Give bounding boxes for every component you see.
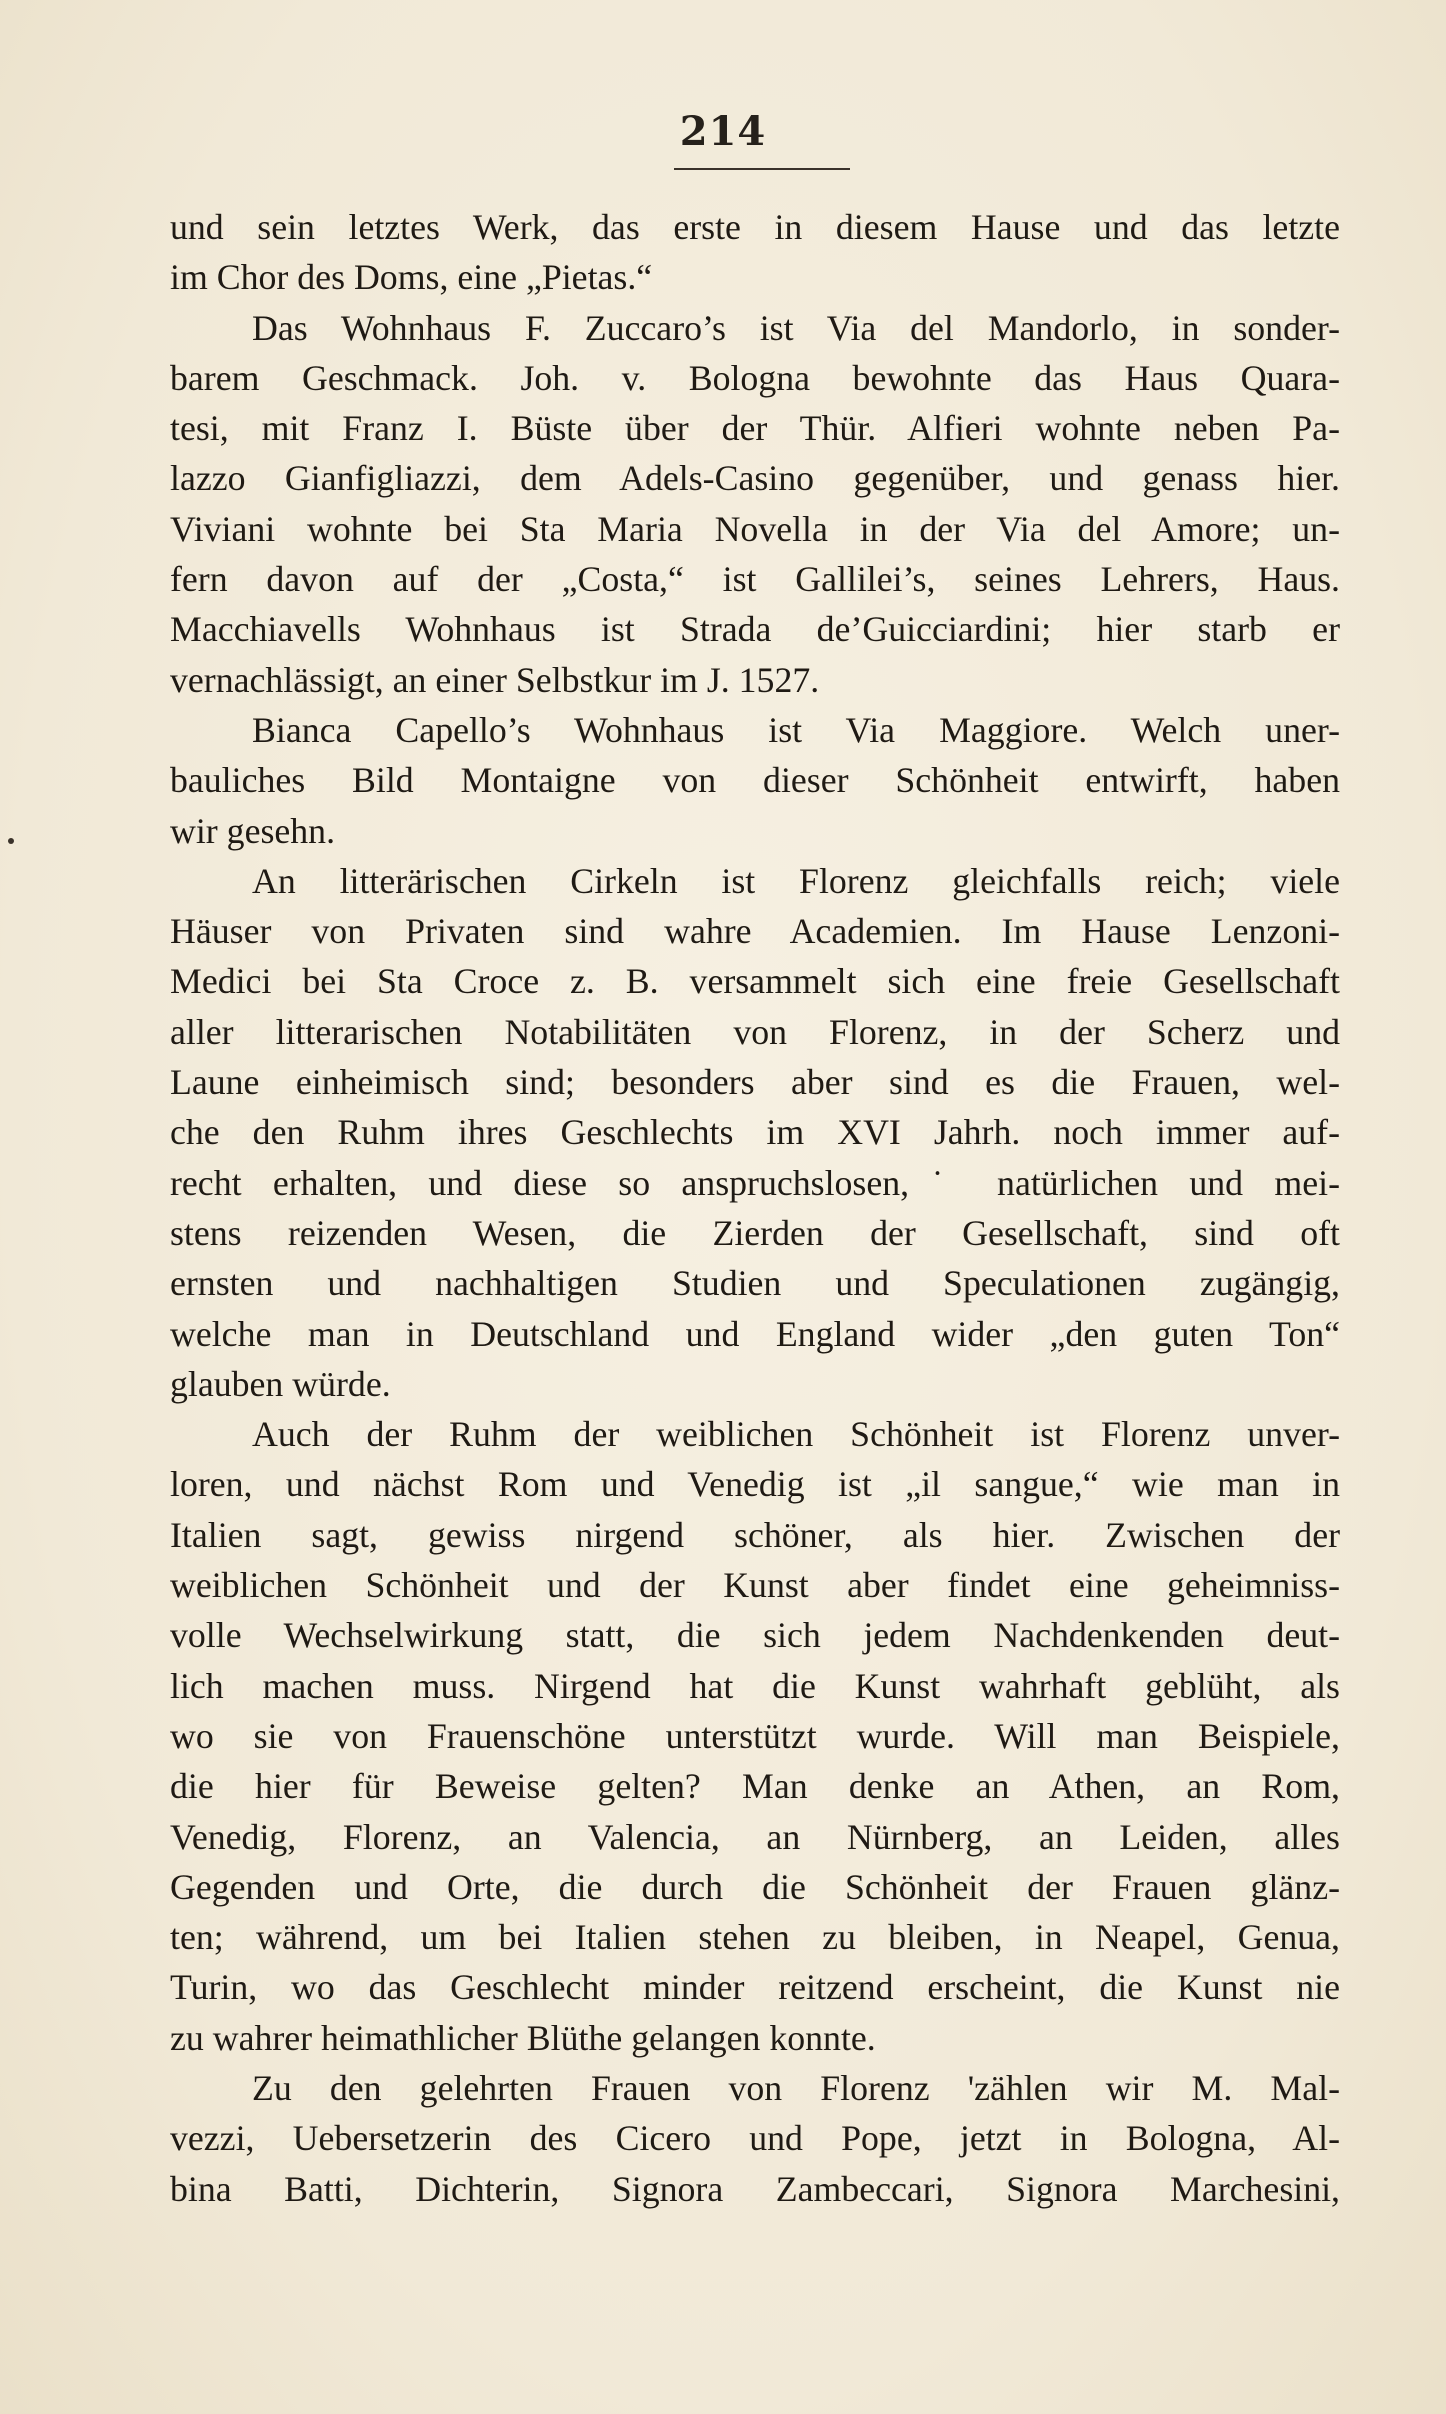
text-line: weiblichen Schönheit und der Kunst aber findet eine geheimniss- — [170, 1565, 1340, 1606]
text-line: vezzi, Uebersetzerin des Cicero und Pope, jetzt in Bologna, Al- — [170, 2118, 1340, 2159]
text-line: che den Ruhm ihres Geschlechts im XVI Jahrh. noch immer auf- — [170, 1112, 1340, 1153]
text-line: Gegenden und Orte, die durch die Schönheit der Frauen glänz- — [170, 1866, 1340, 1907]
text-line: An litterärischen Cirkeln ist Florenz gleichfalls reich; viele — [252, 860, 1340, 901]
text-line: ten; während, um bei Italien stehen zu bleiben, in Neapel, Genua, — [170, 1917, 1340, 1958]
text-line: bauliches Bild Montaigne von dieser Schönheit entwirft, haben — [170, 760, 1340, 801]
body-text — [170, 202, 1340, 2214]
text-line: ernsten und nachhaltigen Studien und Speculationen zugängig, — [170, 1263, 1340, 1304]
text-line: volle Wechselwirkung statt, die sich jedem Nachdenkenden deut- — [170, 1615, 1340, 1656]
page-number: 214 — [679, 108, 767, 155]
text-line: lich machen muss. Nirgend hat die Kunst wahrhaft geblüht, als — [170, 1665, 1340, 1706]
text-line: wir gesehn. — [170, 810, 336, 851]
text-line: glauben würde. — [170, 1363, 391, 1404]
text-line: aller litterarischen Notabilitäten von Florenz, in der Scherz und — [170, 1011, 1340, 1052]
text-line: fern davon auf der „Costa,“ ist Gallilei’s, seines Lehrers, Haus. — [170, 559, 1340, 600]
text-line: Das Wohnhaus F. Zuccaro’s ist Via del Mandorlo, in sonder- — [252, 307, 1340, 348]
text-line: vernachlässigt, an einer Selbstkur im J. 1527. — [170, 659, 820, 700]
text-line: die hier für Beweise gelten? Man denke an Athen, an Rom, — [170, 1766, 1340, 1807]
text-line: Laune einheimisch sind; besonders aber sind es die Frauen, wel- — [170, 1062, 1340, 1103]
text-line: und sein letztes Werk, das erste in diesem Hause und das letzte — [170, 207, 1340, 247]
text-line: Macchiavells Wohnhaus ist Strada de’Guicciardini; hier starb er — [170, 609, 1340, 650]
text-line: recht erhalten, und diese so anspruchslosen,˙ natürlichen und mei- — [170, 1162, 1340, 1203]
text-line: zu wahrer heimathlicher Blüthe gelangen konnte. — [170, 2017, 876, 2058]
text-line: bina Batti, Dichterin, Signora Zambeccari, Signora Marchesini, — [170, 2168, 1340, 2209]
text-line: Italien sagt, gewiss nirgend schöner, als hier. Zwischen der — [170, 1514, 1340, 1555]
text-line: Häuser von Privaten sind wahre Academien. Im Hause Lenzoni- — [170, 911, 1340, 952]
text-line: Medici bei Sta Croce z. B. versammelt sich eine freie Gesellschaft — [170, 961, 1340, 1002]
text-line: Auch der Ruhm der weiblichen Schönheit ist Florenz unver- — [252, 1414, 1340, 1455]
text-line: barem Geschmack. Joh. v. Bologna bewohnte das Haus Quara- — [170, 357, 1340, 398]
text-line: Venedig, Florenz, an Valencia, an Nürnberg, an Leiden, alles — [170, 1816, 1340, 1857]
text-line: stens reizenden Wesen, die Zierden der Gesellschaft, sind oft — [170, 1212, 1340, 1253]
text-line: loren, und nächst Rom und Venedig ist „il sangue,“ wie man in — [170, 1464, 1340, 1505]
margin-mark — [8, 838, 14, 844]
header-rule — [674, 168, 850, 170]
text-line: Turin, wo das Geschlecht minder reitzend erscheint, die Kunst nie — [170, 1967, 1340, 2008]
text-line: tesi, mit Franz I. Büste über der Thür. Alfieri wohnte neben Pa- — [170, 408, 1340, 449]
text-line: Zu den gelehrten Frauen von Florenz 'zählen wir M. Mal- — [252, 2067, 1340, 2108]
text-line: Viviani wohnte bei Sta Maria Novella in der Via del Amore; un- — [170, 508, 1340, 549]
text-line: wo sie von Frauenschöne unterstützt wurde. Will man Beispiele, — [170, 1715, 1340, 1756]
text-line: lazzo Gianfigliazzi, dem Adels-Casino gegenüber, und genass hier. — [170, 458, 1340, 499]
text-line: im Chor des Doms, eine „Pietas.“ — [170, 257, 653, 298]
text-line: welche man in Deutschland und England wider „den guten Ton“ — [170, 1313, 1340, 1354]
text-line: Bianca Capello’s Wohnhaus ist Via Maggiore. Welch uner- — [252, 709, 1340, 750]
